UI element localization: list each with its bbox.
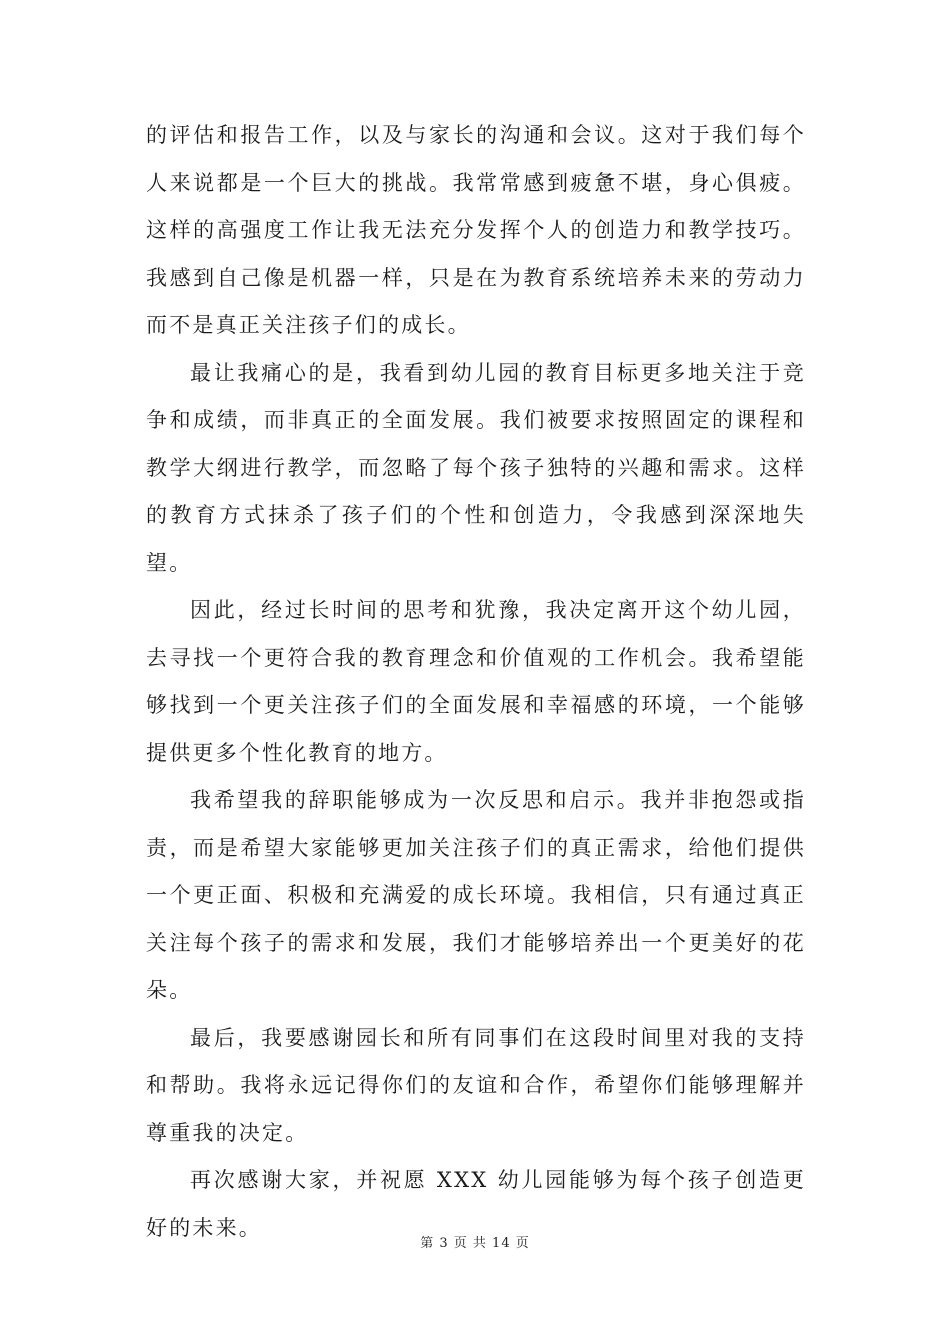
page-number-footer: 第 3 页 共 14 页 — [420, 1236, 530, 1251]
paragraph-continuation: 的评估和报告工作，以及与家长的沟通和会议。这对于我们每个人来说都是一个巨大的挑战。我常常感到疲惫不堪，身心俱疲。这样的高强度工作让我无法充分发挥个人的创造力和教学技巧。我感到自己像是机器一样，只是在为教育系统培养未来的劳动力而不是真正关注孩子们的成长。 — [146, 123, 806, 337]
paragraph-reflection: 我希望我的辞职能够成为一次反思和启示。我并非抱怨或指责，而是希望大家能够更加关注孩子们的真正需求，给他们提供一个更正面、积极和充满爱的成长环境。我相信，只有通过真正关注每个孩子的需求和发展，我们才能够培养出一个更美好的花朵。 — [146, 788, 806, 1002]
document-body — [146, 112, 806, 1252]
paragraph-thanks-colleagues: 最后，我要感谢园长和所有同事们在这段时间里对我的支持和帮助。我将永远记得你们的友谊和合作，希望你们能够理解并尊重我的决定。 — [146, 1025, 806, 1145]
paragraph-focus-on-competition: 最让我痛心的是，我看到幼儿园的教育目标更多地关注于竞争和成绩，而非真正的全面发展。我们被要求按照固定的课程和教学大纲进行教学，而忽略了每个孩子独特的兴趣和需求。这样的教育方式抹杀了孩子们的个性和创造力，令我感到深深地失望。 — [146, 360, 806, 575]
paragraph-closing-wishes: 再次感谢大家，并祝愿 XXX 幼儿园能够为每个孩子创造更好的未来。 — [146, 1168, 806, 1240]
paragraph-decision-to-leave: 因此，经过长时间的思考和犹豫，我决定离开这个幼儿园，去寻找一个更符合我的教育理念和价值观的工作机会。我希望能够找到一个更关注孩子们的全面发展和幸福感的环境，一个能够提供更多个性化教育的地方。 — [146, 598, 806, 765]
